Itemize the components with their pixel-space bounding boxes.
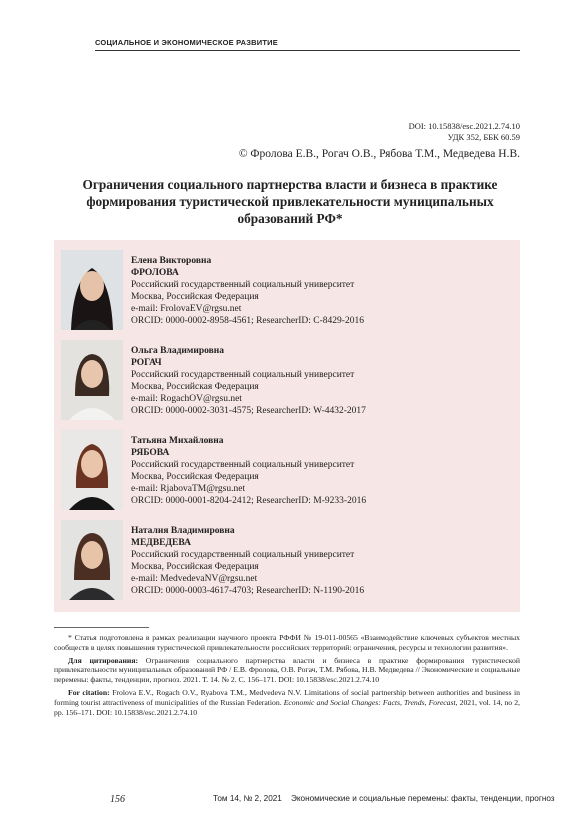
author-info: [131, 525, 364, 597]
author-ids: ORCID: 0000-0001-8204-2412; ResearcherID: M-9233-2016: [131, 496, 367, 506]
issue-info: Том 14, № 2, 2021: [213, 794, 282, 803]
author-card: [54, 426, 520, 512]
citation-ru: [54, 656, 520, 685]
author-city: Москва, Российская Федерация: [131, 562, 259, 572]
page-number: 156: [110, 794, 125, 805]
author-last-name: МЕДВЕДЕВА: [131, 538, 191, 548]
author-ids: ORCID: 0000-0002-3031-4575; ResearcherID: W-4432-2017: [131, 406, 366, 416]
authors-panel: [54, 240, 520, 612]
author-first-name: Татьяна Михайловна: [131, 436, 224, 446]
author-email[interactable]: e-mail: RjabovaTM@rgsu.net: [131, 484, 246, 494]
author-info: [131, 435, 366, 507]
citation-en-tail: , 2021, vol. 14, no 2, pp. 156–171. DOI: 10.15838/esc.2021.2.74.10: [54, 697, 520, 717]
journal-footer: [213, 794, 555, 803]
citation-en-label: For citation:: [68, 687, 110, 697]
author-photo: [61, 430, 123, 510]
author-organization: Российский государственный социальный университет: [131, 370, 355, 380]
author-first-name: Ольга Владимировна: [131, 346, 224, 356]
author-email[interactable]: e-mail: FrolovaEV@rgsu.net: [131, 304, 242, 314]
udc-line: УДК 352, ББК 60.59: [447, 132, 520, 142]
author-email[interactable]: e-mail: MedvedevaNV@rgsu.net: [131, 574, 258, 584]
author-city: Москва, Российская Федерация: [131, 472, 259, 482]
author-ids: ORCID: 0000-0002-8958-4561; ResearcherID: C-8429-2016: [131, 316, 364, 326]
citation-ru-text: Ограничения социального партнерства власти и бизнеса в практике формирования туристической привлекательности муниципальных образований РФ / Е.В. Фролова, О.В. Рогач, Т.М. Рябова, Н.В. Медведева // Экономические и социальные перемены: факты, тенденции, прогноз. 2021. Т. 14. № 2. С. 156–171. DOI: 10.15838/esc.2021.2.74.10: [54, 655, 520, 685]
author-ids: ORCID: 0000-0003-4617-4703; ResearcherID: N-1190-2016: [131, 586, 365, 596]
author-photo: [61, 520, 123, 600]
author-photo: [61, 250, 123, 330]
author-info: [131, 255, 364, 327]
author-card: [54, 246, 520, 332]
footnotes: [54, 633, 520, 720]
doi-line[interactable]: DOI: 10.15838/esc.2021.2.74.10: [408, 121, 520, 131]
author-organization: Российский государственный социальный университет: [131, 550, 355, 560]
journal-name: Экономические и социальные перемены: факты, тенденции, прогноз: [290, 794, 555, 803]
section-header: СОЦИАЛЬНОЕ И ЭКОНОМИЧЕСКОЕ РАЗВИТИЕ: [95, 38, 278, 47]
author-last-name: РОГАЧ: [131, 358, 162, 368]
citation-en-journal: Economic and Social Changes: Facts, Trends, Forecast: [283, 697, 456, 707]
author-organization: Российский государственный социальный университет: [131, 280, 355, 290]
author-card: [54, 336, 520, 422]
author-last-name: РЯБОВА: [131, 448, 170, 458]
author-email[interactable]: e-mail: RogachOV@rgsu.net: [131, 394, 242, 404]
author-card: [54, 516, 520, 602]
author-city: Москва, Российская Федерация: [131, 292, 259, 302]
author-first-name: Наталия Владимировна: [131, 526, 235, 536]
article-title: Ограничения социального партнерства власти и бизнеса в практике формирования туристической привлекательности муниципальных образований РФ*: [82, 177, 498, 226]
author-photo: [61, 340, 123, 420]
author-first-name: Елена Викторовна: [131, 256, 212, 266]
article-meta: [409, 121, 520, 143]
author-info: [131, 345, 366, 417]
citation-en-text: Frolova E.V., Rogach O.V., Ryabova T.M., Medvedeva N.V. Limitations of social partnership between authorities and business in forming tourist attractiveness of municipalities of the Russian Federation.: [54, 687, 520, 707]
grant-footnote: * Статья подготовлена в рамках реализации научного проекта РФФИ № 19-011-00565 «Взаимодействие ключевых субъектов местных сообществ в целях повышения туристической привлекательности российских территорий: ограничения, ресурсы и технологии развития».: [54, 633, 520, 652]
author-city: Москва, Российская Федерация: [131, 382, 259, 392]
citation-ru-label: Для цитирования:: [68, 655, 139, 665]
author-organization: Российский государственный социальный университет: [131, 460, 355, 470]
header-divider: [95, 50, 520, 51]
author-last-name: ФРОЛОВА: [131, 268, 179, 278]
citation-en: [54, 688, 520, 717]
footnote-divider: [54, 627, 149, 628]
copyright-authors: © Фролова Е.В., Рогач О.В., Рябова Т.М., Медведева Н.В.: [238, 148, 520, 160]
